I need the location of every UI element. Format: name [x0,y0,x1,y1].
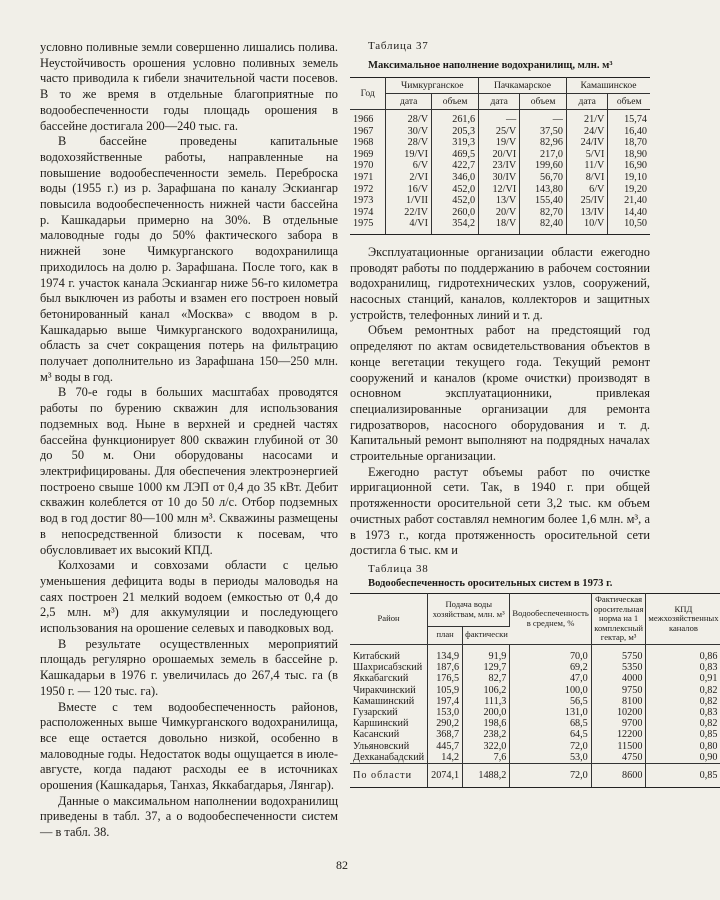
date-header: дата [386,94,432,110]
volume-header: объем [608,94,650,110]
table-row [350,218,650,234]
table-cell: 4750 [591,752,646,764]
paragraph: Колхозами и совхозами области с целью уменьшения дефицита воды в периоды маловодья на саях построен 21 мелкий водоем (емкостью от 0,4 до 2,5 млн. м³) для аккумуляции и последующего использования на орошение селевых и паводковых вод. [40,558,338,636]
table-cell: 4000 [591,673,646,684]
table-cell: Яккабагский [350,673,428,684]
table-cell: 12200 [591,729,646,740]
table-cell: 0,83 [699,706,718,718]
table-cell: 16,40 [624,125,647,137]
date-header: дата [479,94,520,110]
table-cell: Шахрисабзский [350,662,428,673]
table-cell: 1972 [350,184,386,196]
table-cell: 1968 [350,137,386,149]
table-cell: 13/V [479,195,520,207]
table-row [350,195,650,207]
table-cell: 261,6 [432,110,479,126]
table-cell: Дехканабадский [350,752,428,764]
table-cell: 105,9 [428,685,463,696]
table-cell: 21,40 [624,195,647,207]
table-cell: 91,9 [463,644,510,662]
table-cell: 0,80 [699,740,718,752]
table-cell: 100,0 [510,685,591,696]
table-cell: Каршинский [350,718,428,729]
table-cell: 18,90 [624,148,647,160]
table-cell: 0,86 [699,650,718,662]
table-cell: 452,0 [432,195,479,207]
table-cell: 197,4 [428,696,463,707]
table-cell: Ульяновский [350,741,428,752]
table-cell: 12/VI [479,184,520,196]
table-cell: 1/VII [386,195,432,207]
table-cell: 129,7 [463,662,510,673]
page-number: 82 [336,858,348,872]
table-row [350,673,720,684]
table-cell: 13/IV [566,207,607,219]
table-cell: 354,2 [432,218,479,234]
table-row [350,644,720,662]
paragraph: В результате осуществленных мероприятий площадь регулярно орошаемых земель в бассейне р. Кашкадарьи в 1976 г. увеличилась до 267,4 тыс. га (в 1950 г. — 120 тыс. га). [40,636,338,698]
table-row [350,137,650,149]
volume-header: объем [432,94,479,110]
table-38-number: Таблица 38 [368,563,429,575]
table-cell: 28/V [386,110,432,126]
table-cell: 106,2 [463,685,510,696]
table-cell: 6/V [386,160,432,172]
table-cell: 11/V [566,160,607,172]
table-cell: По области [350,764,428,788]
table-cell: 10,50 [608,218,650,234]
table-cell: 1974 [350,207,386,219]
table-cell: 5350 [591,662,646,673]
table-cell: 198,6 [463,718,510,729]
table-cell: 68,5 [510,718,591,729]
table-cell: 56,5 [510,696,591,707]
table-cell: 72,0 [510,764,591,788]
table-38-body [350,644,720,787]
supplied-header: Подача воды хозяйствам, млн. м³ [428,594,510,627]
table-cell: 0,83 [699,662,718,674]
table-cell: 111,3 [463,696,510,707]
table-cell: 4/VI [386,218,432,234]
table-cell: 14,2 [428,752,463,764]
table-cell: 0,91 [699,673,718,685]
table-row [350,207,650,219]
table-cell: 24/V [566,126,607,138]
table-cell: 6/V [566,184,607,196]
table-cell: 30/V [386,126,432,138]
table-row [350,718,720,729]
table-cell: 19/VI [386,149,432,161]
table-cell: 8100 [591,696,646,707]
table-cell: 238,2 [463,729,510,740]
table-37 [350,77,650,235]
table-cell: 23/IV [479,160,520,172]
table-37-body [350,110,650,235]
table-cell: 2074,1 [428,764,463,788]
plan-header: план [428,626,463,644]
table-cell: 176,5 [428,673,463,684]
reservoir-header: Камашинское [566,78,650,94]
table-cell: 205,3 [432,126,479,138]
table-cell: 24/IV [566,137,607,149]
table-row [350,172,650,184]
table-cell: 1488,2 [463,764,510,788]
table-cell: 47,0 [510,673,591,684]
table-cell: 18,70 [624,137,647,149]
table-cell: 153,0 [428,707,463,718]
table-38 [350,593,720,788]
table-cell: 422,7 [432,160,479,172]
table-cell: 8600 [591,764,646,788]
table-cell: 70,0 [510,644,591,662]
table-cell: 82,70 [520,207,567,219]
table-row [350,696,720,707]
table-cell: 22/IV [386,207,432,219]
table-37-title: Максимальное наполнение водохранилищ, млн. м³ [368,60,613,71]
table-cell: 19,20 [624,183,647,195]
table-cell: 16/V [386,184,432,196]
table-38-title: Водообеспеченность оросительных систем в 1973 г. [368,578,613,589]
table-row [350,110,650,126]
table-cell: 1966 [350,110,386,126]
table-cell: 37,50 [520,126,567,138]
left-column [40,40,338,841]
table-cell: 143,80 [520,184,567,196]
table-cell: 82,96 [520,137,567,149]
table-cell: 319,3 [432,137,479,149]
paragraph: В 70-е годы в больших масштабах проводятся работы по бурению скважин для использования подземных вод. Ныне в верхней и средней частях бассейна функционирует 800 скважин глубиной от 30 до 50 м. Они оборудованы насосами и электрифицированы. Для обеспечения электроэнергией построено свыше 1000 км ЛЭП от 0,4 до 35 кВт. Дебит скважин колеблется от 10 до 50 л/с. Отбор подземных вод в год достиг 80—100 млн м³. Скважины размещены в непосредственной близости к посевам, что обусловливает их высокий КПД. [40,385,338,557]
paragraph: Ежегодно растут объемы работ по очистке ирригационной сети. Так, в 1940 г. при общей протяженности оросительной сети 3,2 тыс. км объем очистных работ составлял немногим более 1,6 млн. м³, а в 1973 г., когда протяженность оросительной сети достигла 6 тыс. км и [350,464,650,558]
table-cell: 260,0 [432,207,479,219]
table-cell: 10200 [591,707,646,718]
table-cell: 1969 [350,149,386,161]
table-cell: Чиракчинский [350,685,428,696]
table-cell: 1975 [350,218,386,234]
table-cell: 15,74 [624,114,647,125]
table-cell: 82,40 [520,218,567,234]
table-row [350,160,650,172]
table-row [350,662,720,673]
table-cell: 28/V [386,137,432,149]
table-cell: 346,0 [432,172,479,184]
table-cell: Гузарский [350,707,428,718]
table-cell: 53,0 [510,752,591,764]
table-cell: Камашинский [350,696,428,707]
table-cell: 18/V [479,218,520,234]
table-cell: 1973 [350,195,386,207]
table-cell: 11500 [591,741,646,752]
table-row [350,729,720,740]
table-cell: 72,0 [510,741,591,752]
table-cell: 9700 [591,718,646,729]
table-cell: 469,5 [432,149,479,161]
table-cell: — [520,110,567,126]
table-row [350,741,720,752]
table-cell: 368,7 [428,729,463,740]
table-cell: Касанский [350,729,428,740]
table-cell: 30/IV [479,172,520,184]
reservoir-header: Пачкамарское [479,78,567,94]
table-cell: 7,6 [463,752,510,764]
table-cell: 19/V [479,137,520,149]
table-cell: 20/VI [479,149,520,161]
table-cell: 64,5 [510,729,591,740]
table-cell: 199,60 [520,160,567,172]
table-cell: 56,70 [520,172,567,184]
table-row [350,707,720,718]
table-cell: 322,0 [463,741,510,752]
norm-header: Фактическая оросительная норма на 1 комплексный гектар, м³ [591,594,646,645]
table-cell: 2/VI [386,172,432,184]
year-header: Год [350,78,386,110]
table-cell: 1970 [350,160,386,172]
table-cell: 0,90 [646,752,720,764]
table-cell: 69,2 [510,662,591,673]
table-37-number: Таблица 37 [368,40,429,52]
table-cell: 0,85 [699,729,718,741]
table-cell: 0,82 [699,695,718,707]
table-cell: 134,9 [428,644,463,662]
table-cell: 200,0 [463,707,510,718]
table-row [350,752,720,764]
paragraph: Данные о максимальном наполнении водохранилищ приведены в табл. 37, а о водообеспеченности систем — в табл. 38. [40,793,338,840]
right-column [350,40,719,788]
table-cell: 10/V [566,218,607,234]
table-cell: 8/VI [566,172,607,184]
table-cell: 217,0 [520,149,567,161]
table-cell: Китабский [350,644,428,662]
table-cell: 290,2 [428,718,463,729]
table-cell: 5750 [591,644,646,662]
security-header: Водообеспеченность в среднем, % [510,594,591,645]
paragraph: Объем ремонтных работ на предстоящий год определяют по актам освидетельствования объектов в конце вегетации текущего года. Текущий ремонт сооружений и каналов (кроме очистки) производят в основном эксплуатационники, привлекая специализированные организации для ремонта гидрозатворов, насосного оборудования и т. д. Капитальный ремонт выполняют на подрядных началах строительные организации. [350,323,650,464]
table-cell: 14,40 [624,206,647,218]
table-cell: 0,85 [646,764,720,788]
table-cell: 1971 [350,172,386,184]
table-cell: 25/V [479,126,520,138]
table-cell: — [479,110,520,126]
table-cell: 5/VI [566,149,607,161]
table-cell: 25/IV [566,195,607,207]
table-cell: 16,90 [624,160,647,172]
table-cell: 445,7 [428,741,463,752]
table-cell: 155,40 [520,195,567,207]
table-row [350,184,650,196]
kpd-header: КПД межхозяйственных каналов [646,594,720,645]
paragraph: В бассейне проведены капитальные водохозяйственные работы, направленные на повышение водообеспеченности земель. Переброска воды (1955 г.) из р. Зарафшана по каналу Эскиангар повысила водообеспеченность нижней части бассейна р. Кашкадарьи примерно на 30%. В отдельные маловодные годы до 50% фактического забора в нижней зоне Чимкурганского водохранилища приходилось на долю р. Зарафшана. После того, как в 1974 г. участок канала Эскиангар ниже 56-го километра был выключен из работы и взамен его построен новый бетонированный канал «Москва» с вводом в р. Кашкадарью выше Чимкурганского водохранилища, область за счет сокращения потерь на фильтрацию получает дополнительно из Зарафшана 150—250 млн. м³ воды в год. [40,134,338,384]
table-cell: 187,6 [428,662,463,673]
table-total-row [350,764,720,788]
table-cell: 82,7 [463,673,510,684]
volume-header: объем [520,94,567,110]
table-row [350,126,650,138]
paragraph: Вместе с тем водообеспеченность районов, расположенных выше Чимкурганского водохранилища, все еще остается довольно низкой, особенно в маловодные годы. Недостаток воды ощущается в июле-августе, когда падают расходы ее в источниках орошения (Кашкадарья, Танхаз, Яккабагдарья, Лянгар). [40,699,338,793]
table-row [350,149,650,161]
paragraph: условно поливные земли совершенно лишались полива. Неустойчивость орошения условно поливных земель часто приводила к гибели значительной части посевов. В то же время в отдельные благоприятные по водообеспеченности годы площадь орошения в бассейне достигала 200—240 тыс. га. [40,40,338,133]
table-cell: 21/V [566,110,607,126]
paragraph: Эксплуатационные организации области ежегодно проводят работы по поддержанию в рабочем состоянии водохранилищ, гидротехнических узлов, сооружений, насосных станций, каналов, коллекторов и защитных устройств, телефонных линий и т. д. [350,244,650,322]
table-cell: 0,82 [699,684,718,696]
table-cell: 19,10 [624,171,647,183]
table-cell: 20/V [479,207,520,219]
table-cell: 0,82 [699,718,718,730]
table-cell: 1967 [350,126,386,138]
actual-header: фактически [463,626,510,644]
table-row [350,685,720,696]
table-cell: 452,0 [432,184,479,196]
table-cell: 131,0 [510,707,591,718]
date-header: дата [566,94,607,110]
district-header: Район [350,594,428,645]
table-cell: 9750 [591,685,646,696]
reservoir-header: Чимкурганское [386,78,479,94]
